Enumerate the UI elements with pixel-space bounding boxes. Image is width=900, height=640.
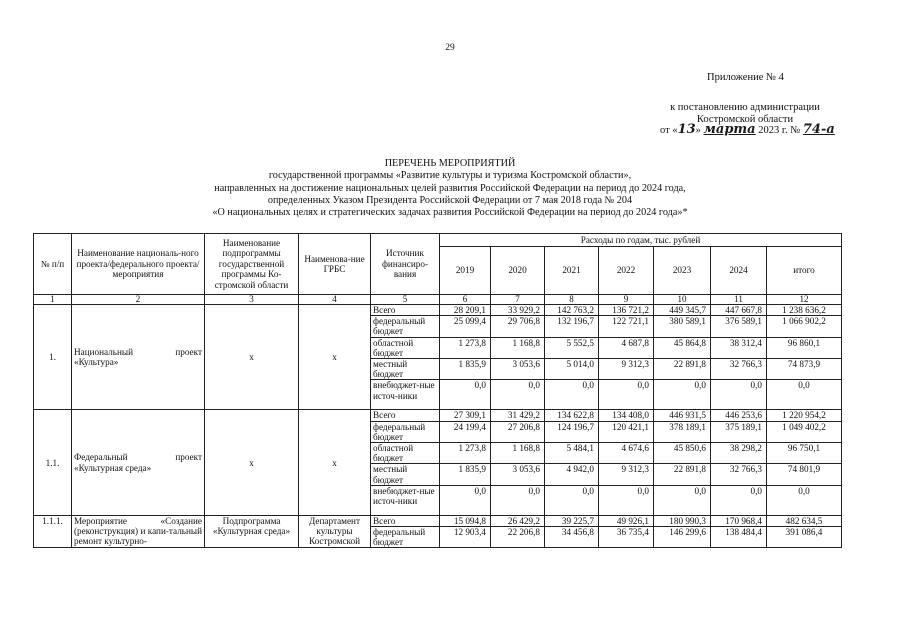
handwritten-day: 13	[677, 122, 696, 137]
total-value: 96 860,1	[767, 337, 842, 358]
year-value: 12 903,4	[440, 527, 491, 548]
funding-source: федеральный бюджет	[371, 316, 440, 337]
funding-source: внебюджет-ные источ-ники	[371, 380, 440, 410]
header-grbs: Наименова-ние ГРБС	[299, 234, 371, 295]
index-cell: 1	[34, 295, 72, 305]
year-value: 0,0	[491, 485, 545, 515]
year-value: 0,0	[599, 485, 654, 515]
year-value: 0,0	[711, 485, 767, 515]
year-value: 4 674,6	[599, 443, 654, 464]
index-cell: 9	[599, 295, 654, 305]
total-value: 96 750,1	[767, 443, 842, 464]
year-value: 0,0	[599, 380, 654, 410]
header-year: 2024	[711, 247, 767, 295]
year-value: 380 589,1	[654, 316, 711, 337]
header-num: № п/п	[34, 234, 72, 295]
year-value: 9 312,3	[599, 464, 654, 485]
year-value: 31 429,2	[491, 410, 545, 421]
header-year: 2019	[440, 247, 491, 295]
year-value: 3 053,6	[491, 464, 545, 485]
year-value: 0,0	[440, 485, 491, 515]
total-value: 0,0	[767, 485, 842, 515]
year-value: 0,0	[654, 485, 711, 515]
project-name: Мероприятие «Создание (реконструкция) и капи-тальный ремонт культурно-	[72, 515, 205, 548]
appendix-line-2: Костромской области	[696, 114, 794, 125]
project-name-part: Национальный	[74, 347, 133, 357]
row-number: 1.1.	[34, 410, 72, 515]
funding-source: областной бюджет	[371, 443, 440, 464]
funding-source: местный бюджет	[371, 464, 440, 485]
funding-source: федеральный бюджет	[371, 421, 440, 442]
grbs-name: х	[299, 305, 371, 410]
year-value: 0,0	[440, 380, 491, 410]
heading-title: ПЕРЕЧЕНЬ МЕРОПРИЯТИЙ	[384, 158, 516, 169]
year-value: 134 408,0	[599, 410, 654, 421]
year-value: 24 199,4	[440, 421, 491, 442]
project-name	[72, 410, 205, 515]
project-name-part: проект	[175, 347, 202, 357]
project-name	[72, 305, 205, 410]
column-index-row	[34, 295, 842, 305]
header-total: итого	[767, 247, 842, 295]
total-value: 1 049 402,2	[767, 421, 842, 442]
year-value: 138 484,4	[711, 527, 767, 548]
year-value: 34 456,8	[545, 527, 599, 548]
header-expenses: Расходы по годам, тыс. рублей	[440, 234, 842, 247]
total-value: 391 086,4	[767, 527, 842, 548]
grbs-name: х	[299, 410, 371, 515]
subprogram-name: х	[205, 410, 299, 515]
year-value: 1 835,9	[440, 464, 491, 485]
appendix-line-1: к постановлению администрации	[670, 102, 820, 113]
funding-source: местный бюджет	[371, 359, 440, 380]
year-value: 4 687,8	[599, 337, 654, 358]
page-number: 29	[445, 43, 455, 53]
year-value: 180 990,3	[654, 515, 711, 526]
year-value: 32 766,3	[711, 359, 767, 380]
grbs-name: Департамент культуры Костромской	[299, 515, 371, 548]
heading-line-3: определенных Указом Президента Российской Федерации от 7 мая 2018 года № 204	[267, 194, 633, 206]
funding-source: Всего	[371, 515, 440, 526]
year-value: 170 968,4	[711, 515, 767, 526]
total-value: 74 873,9	[767, 359, 842, 380]
header-subprogram: Наименование подпрограммы государственной программы Ко-стромской области	[205, 234, 299, 295]
year-value: 38 312,4	[711, 337, 767, 358]
subprogram-name: Подпрограмма «Культурная среда»	[205, 515, 299, 548]
year-value: 0,0	[545, 380, 599, 410]
year-value: 146 299,6	[654, 527, 711, 548]
year-value: 378 189,1	[654, 421, 711, 442]
year-value: 9 312,3	[599, 359, 654, 380]
year-value: 4 942,0	[545, 464, 599, 485]
year-value: 45 864,8	[654, 337, 711, 358]
year-value: 122 721,1	[599, 316, 654, 337]
heading-line-1: государственной программы «Развитие культуры и туризма Костромской области»,	[268, 170, 632, 182]
year-value: 1 835,9	[440, 359, 491, 380]
index-cell: 7	[491, 295, 545, 305]
subprogram-name: х	[205, 305, 299, 410]
table-row	[34, 410, 842, 421]
year-value: 5 552,5	[545, 337, 599, 358]
date-year: 2023 г. №	[758, 125, 801, 136]
row-number: 1.	[34, 305, 72, 410]
year-value: 132 196,7	[545, 316, 599, 337]
header-year: 2023	[654, 247, 711, 295]
date-prefix: от «	[660, 125, 678, 136]
year-value: 0,0	[711, 380, 767, 410]
year-value: 0,0	[491, 380, 545, 410]
header-year: 2020	[491, 247, 545, 295]
total-value: 1 220 954,2	[767, 410, 842, 421]
year-value: 5 014,0	[545, 359, 599, 380]
year-value: 3 053,6	[491, 359, 545, 380]
index-cell: 6	[440, 295, 491, 305]
year-value: 29 706,8	[491, 316, 545, 337]
year-value: 28 209,1	[440, 305, 491, 316]
year-value: 1 273,8	[440, 443, 491, 464]
year-value: 0,0	[545, 485, 599, 515]
year-value: 15 094,8	[440, 515, 491, 526]
year-value: 446 253,6	[711, 410, 767, 421]
funding-source: областной бюджет	[371, 337, 440, 358]
year-value: 26 429,2	[491, 515, 545, 526]
table-row	[34, 515, 842, 526]
total-value: 74 801,9	[767, 464, 842, 485]
year-value: 27 309,1	[440, 410, 491, 421]
index-cell: 5	[371, 295, 440, 305]
year-value: 375 189,1	[711, 421, 767, 442]
year-value: 136 721,2	[599, 305, 654, 316]
year-value: 32 766,3	[711, 464, 767, 485]
year-value: 22 206,8	[491, 527, 545, 548]
year-value: 22 891,8	[654, 359, 711, 380]
measures-table	[33, 233, 842, 548]
year-value: 38 298,2	[711, 443, 767, 464]
project-name-part: проект	[175, 452, 202, 463]
document-heading	[0, 158, 900, 219]
funding-source: федеральный бюджет	[371, 527, 440, 548]
index-cell: 8	[545, 295, 599, 305]
project-name-part: «Культура»	[74, 357, 119, 368]
heading-line-2: направленных на достижение национальных целей развития Российской Федерации на период до 2024 года,	[214, 182, 686, 194]
index-cell: 3	[205, 295, 299, 305]
index-cell: 11	[711, 295, 767, 305]
handwritten-month: марта	[703, 122, 756, 137]
year-value: 22 891,8	[654, 464, 711, 485]
funding-source: Всего	[371, 410, 440, 421]
year-value: 27 206,8	[491, 421, 545, 442]
index-cell: 4	[299, 295, 371, 305]
year-value: 446 931,5	[654, 410, 711, 421]
row-number: 1.1.1.	[34, 515, 72, 548]
total-value: 482 634,5	[767, 515, 842, 526]
header-year: 2021	[545, 247, 599, 295]
year-value: 124 196,7	[545, 421, 599, 442]
date-mid: »	[695, 125, 701, 136]
year-value: 447 667,8	[711, 305, 767, 316]
year-value: 1 168,8	[491, 443, 545, 464]
funding-source: Всего	[371, 305, 440, 316]
year-value: 5 484,1	[545, 443, 599, 464]
project-name-part: Федеральный	[74, 452, 128, 463]
year-value: 1 273,8	[440, 337, 491, 358]
year-value: 33 929,2	[491, 305, 545, 316]
funding-source: внебюджет-ные источ-ники	[371, 485, 440, 515]
total-value: 1 238 636,2	[767, 305, 842, 316]
heading-line-4: «О национальных целях и стратегических задачах развития Российской Федерации на период до 2024 года»*	[212, 207, 688, 219]
index-cell: 12	[767, 295, 842, 305]
header-year: 2022	[599, 247, 654, 295]
year-value: 49 926,1	[599, 515, 654, 526]
appendix-date-line	[660, 124, 835, 138]
year-value: 1 168,8	[491, 337, 545, 358]
appendix-title: Приложение № 4	[707, 72, 784, 83]
year-value: 142 763,2	[545, 305, 599, 316]
year-value: 0,0	[654, 380, 711, 410]
year-value: 449 345,7	[654, 305, 711, 316]
handwritten-number: 74-а	[802, 122, 835, 137]
header-project: Наименование националь-ного проекта/федерального проекта/мероприятия	[72, 234, 205, 295]
year-value: 39 225,7	[545, 515, 599, 526]
project-name-part: «Культурная среда»	[74, 462, 152, 473]
header-source: Источник финансиро-вания	[371, 234, 440, 295]
year-value: 45 850,6	[654, 443, 711, 464]
year-value: 134 622,8	[545, 410, 599, 421]
year-value: 25 099,4	[440, 316, 491, 337]
index-cell: 10	[654, 295, 711, 305]
year-value: 376 589,1	[711, 316, 767, 337]
year-value: 36 735,4	[599, 527, 654, 548]
total-value: 1 066 902,2	[767, 316, 842, 337]
year-value: 120 421,1	[599, 421, 654, 442]
table-row	[34, 305, 842, 316]
index-cell: 2	[72, 295, 205, 305]
total-value: 0,0	[767, 380, 842, 410]
